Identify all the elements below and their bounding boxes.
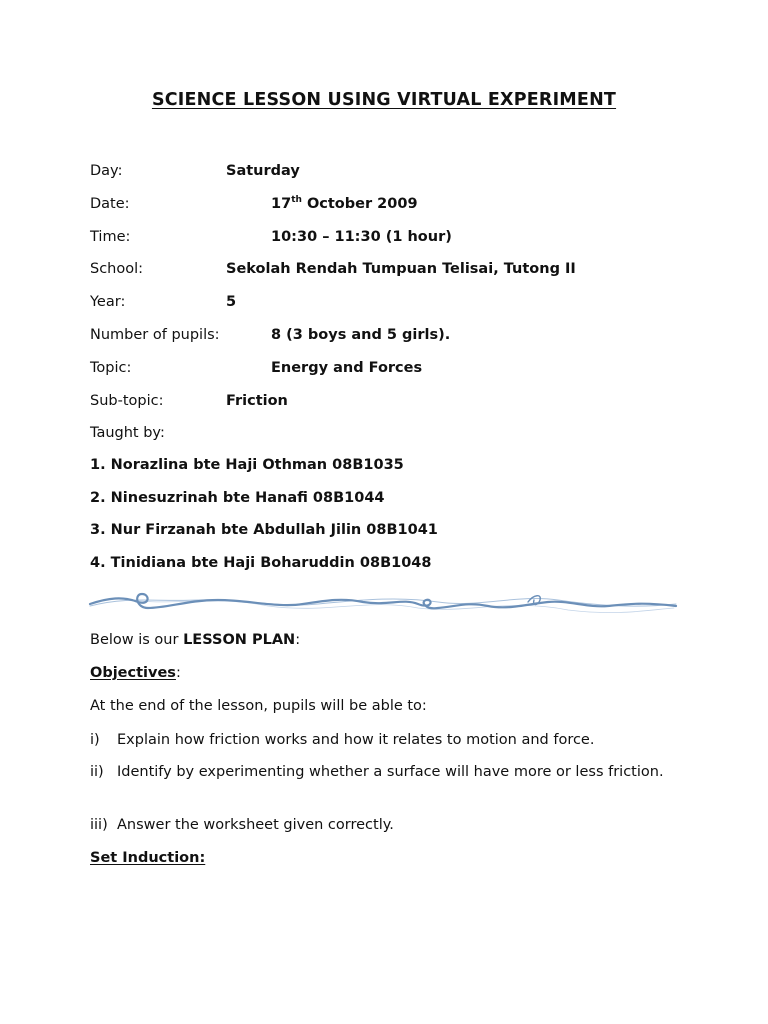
teacher-item: 4. Tinidiana bte Haji Boharuddin 08B1048 — [90, 555, 432, 571]
detail-value: 5 — [226, 294, 237, 310]
detail-value: 17th October 2009 — [271, 195, 418, 212]
detail-label: Sub-topic: — [90, 393, 164, 409]
objective-text: Identify by experimenting whether a surface will have more or less friction. — [117, 764, 664, 780]
objective-number: iii) — [90, 817, 108, 833]
objective-item — [90, 730, 678, 750]
detail-value: Saturday — [226, 163, 300, 179]
objective-item — [90, 762, 678, 802]
detail-label: School: — [90, 261, 144, 277]
detail-label: Time: — [90, 229, 131, 245]
objective-item — [90, 815, 678, 835]
objective-text: Explain how friction works and how it relates to motion and force. — [117, 732, 595, 748]
detail-label: Taught by: — [90, 425, 165, 441]
teacher-item: 2. Ninesuzrinah bte Hanafi 08B1044 — [90, 490, 385, 506]
objective-text: Answer the worksheet given correctly. — [117, 817, 394, 833]
ribbon-divider — [88, 588, 678, 618]
objectives-intro: At the end of the lesson, pupils will be able to: — [90, 698, 427, 714]
detail-label: Date: — [90, 196, 130, 212]
set-induction-heading: Set Induction: — [90, 850, 206, 866]
detail-value: 8 (3 boys and 5 girls). — [271, 327, 451, 343]
detail-label: Topic: — [90, 360, 132, 376]
detail-value: Sekolah Rendah Tumpuan Telisai, Tutong II — [226, 261, 576, 277]
ribbon-stroke — [528, 596, 540, 605]
objective-number: ii) — [90, 764, 104, 780]
detail-value: 10:30 – 11:30 (1 hour) — [271, 229, 452, 245]
page-title: SCIENCE LESSON USING VIRTUAL EXPERIMENT — [151, 90, 617, 110]
objectives-heading: Objectives: — [90, 665, 181, 681]
detail-label: Number of pupils: — [90, 327, 220, 343]
detail-label: Year: — [90, 294, 126, 310]
teacher-item: 3. Nur Firzanah bte Abdullah Jilin 08B1041 — [90, 522, 438, 538]
teacher-item: 1. Norazlina bte Haji Othman 08B1035 — [90, 457, 404, 473]
ribbon-stroke — [90, 594, 676, 608]
objective-number: i) — [90, 732, 100, 748]
lesson-plan-intro: Below is our LESSON PLAN: — [90, 632, 301, 648]
detail-value: Friction — [226, 393, 288, 409]
detail-label: Day: — [90, 163, 123, 179]
detail-value: Energy and Forces — [271, 360, 423, 376]
